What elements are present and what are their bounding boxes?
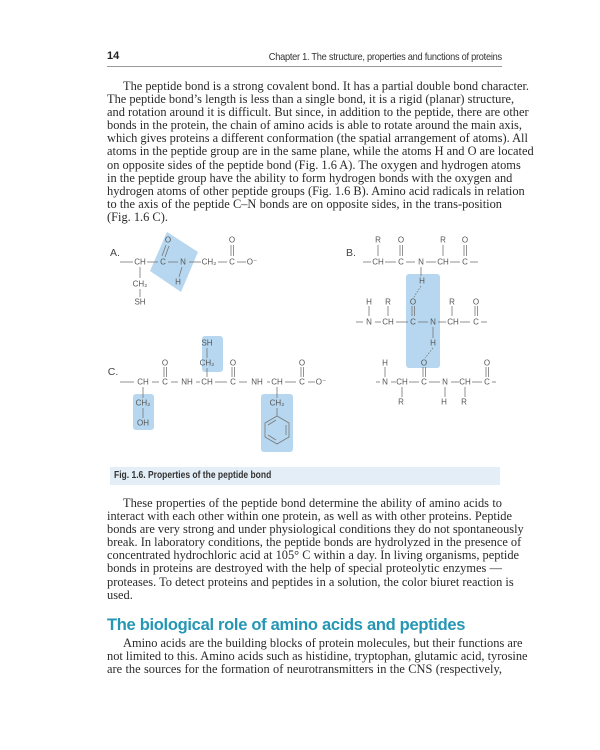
paragraph-biological-role [107,636,528,677]
paragraph-peptide-properties [107,496,524,602]
atom-label: CH [437,257,449,267]
text-line: hydrogen atoms of other peptide groups (Fig. 1.6 B). Amino acid radicals in relation [107,183,525,198]
atom-label: CH₂ [132,279,148,289]
atom-label: CH [447,317,459,327]
atom-label: C [410,317,416,327]
atom-label: H [175,277,181,287]
atom-label: CH₂ [135,398,151,408]
atom-label: CH [459,377,471,387]
running-header-chapter-title: Chapter 1. The structure, properties and functions of proteins [268,51,502,63]
atom-label: O [461,235,469,245]
text-line: to the axis of the peptide C–N bonds are on opposite sides, in the trans-position [107,196,502,211]
atom-label: R [398,397,404,407]
atom-label: CH [201,377,213,387]
text-line: concentrated hydrochloric acid at 105° C within a day. In living organisms, peptide [107,548,520,563]
text-line: The peptide bond is a strong covalent bond. It has a partial double bond character. [123,79,530,93]
atom-label: R [449,297,455,307]
atom-label: O [397,235,405,245]
text-line: These properties of the peptide bond determine the ability of amino acids to [123,496,502,510]
page-number: 14 [107,50,120,62]
atom-label: R [461,397,467,407]
atom-label: O [483,358,491,368]
atom-label: N [430,317,436,327]
atom-label: C [160,257,166,267]
atom-label: C [462,257,468,267]
atom-label: N [366,317,372,327]
atom-label: O⁻ [246,257,258,267]
atom-label: C [421,377,427,387]
text-line: used. [107,587,133,602]
text-line: atoms in the peptide group are in the same plane, while the atoms H and O are located [107,144,534,159]
atom-label: O [409,297,417,307]
atom-label: C [229,257,235,267]
section-heading: The biological role of amino acids and peptides [107,616,466,634]
atom-label: OH [137,418,149,428]
atom-label: N [180,257,186,267]
atom-label: H [419,276,425,286]
atom-label: O [228,235,236,245]
atom-label: O [161,358,169,368]
text-line: not limited to this. Amino acids such as histidine, tryptophan, glutamic acid, tyrosine [107,649,528,664]
atom-label: NH [181,377,193,387]
atom-label: H [441,397,447,407]
atom-label: R [385,297,391,307]
atom-label: SH [134,297,146,307]
text-line: which gives proteins a different conformation (the spatial arrangement of atoms). All [107,131,528,146]
text-line: interact with each other within one protein, as well as with other proteins. Peptide [107,509,512,524]
atom-label: H [366,297,372,307]
atom-label: N [418,257,424,267]
text-line: (Fig. 1.6 C). [107,209,168,224]
atom-label: CH [137,377,149,387]
text-line: and rotation around it is difficult. But since, in addition to the peptide, there are other [107,105,529,120]
atom-label: O [472,297,480,307]
atom-label: R [440,235,446,245]
atom-label: CH [372,257,384,267]
atom-label: C [398,257,404,267]
atom-label: CH₂ [199,358,215,368]
atom-label: C [484,377,490,387]
text-line: on opposite sides of the peptide bond (Fig. 1.6 A). The oxygen and hydrogen atoms [107,157,521,172]
atom-label: CH [271,377,283,387]
atom-label: C [230,377,236,387]
atom-label: O [420,358,428,368]
text-line: proteases. To detect proteins and peptides in a solution, the color biuret reaction is [107,574,514,589]
atom-label: SH [201,338,213,348]
text-line: bonds are very strong and under physiological conditions they do not spontaneously [107,522,524,537]
atom-label: O⁻ [315,377,327,387]
atom-label: CH₂ [269,398,285,408]
atom-label: H [382,358,388,368]
atom-label: CH₂ [201,257,217,267]
text-line: in the peptide group have the ability to form hydrogen bonds with the oxygen and [107,170,513,185]
atom-label: R [375,235,381,245]
atom-label: CH [396,377,408,387]
atom-label: CH [382,317,394,327]
atom-label: B. [346,247,356,259]
atom-label: O [164,235,172,245]
atom-label: O [229,358,237,368]
text-line: bonds in proteins are destroyed with the help of special proteolytic enzymes — [107,561,502,576]
atom-label: N [442,377,448,387]
atom-label: C [162,377,168,387]
figure-caption: Fig. 1.6. Properties of the peptide bond [114,470,272,481]
text-line: break. In laboratory conditions, the peptide bonds are hydrolyzed in the presence of [107,535,522,550]
atom-label: H [430,338,436,348]
atom-label: A. [110,247,120,259]
atom-label: C [473,317,479,327]
atom-label: N [382,377,388,387]
atom-label: C [299,377,305,387]
atom-label: NH [251,377,263,387]
atom-label: O [298,358,306,368]
text-line: are the sources for the formation of neurotransmitters in the CNS (respectively, [107,662,502,677]
text-line: The peptide bond’s length is less than a single bond, it is a rigid (planar) structure, [107,92,515,107]
text-line: bonds in the protein, the chain of amino acids is able to rotate around the main axis, [107,118,522,133]
atom-label: CH [134,257,146,267]
atom-label: C. [107,366,119,378]
text-line: Amino acids are the building blocks of protein molecules, but their functions are [123,636,523,650]
